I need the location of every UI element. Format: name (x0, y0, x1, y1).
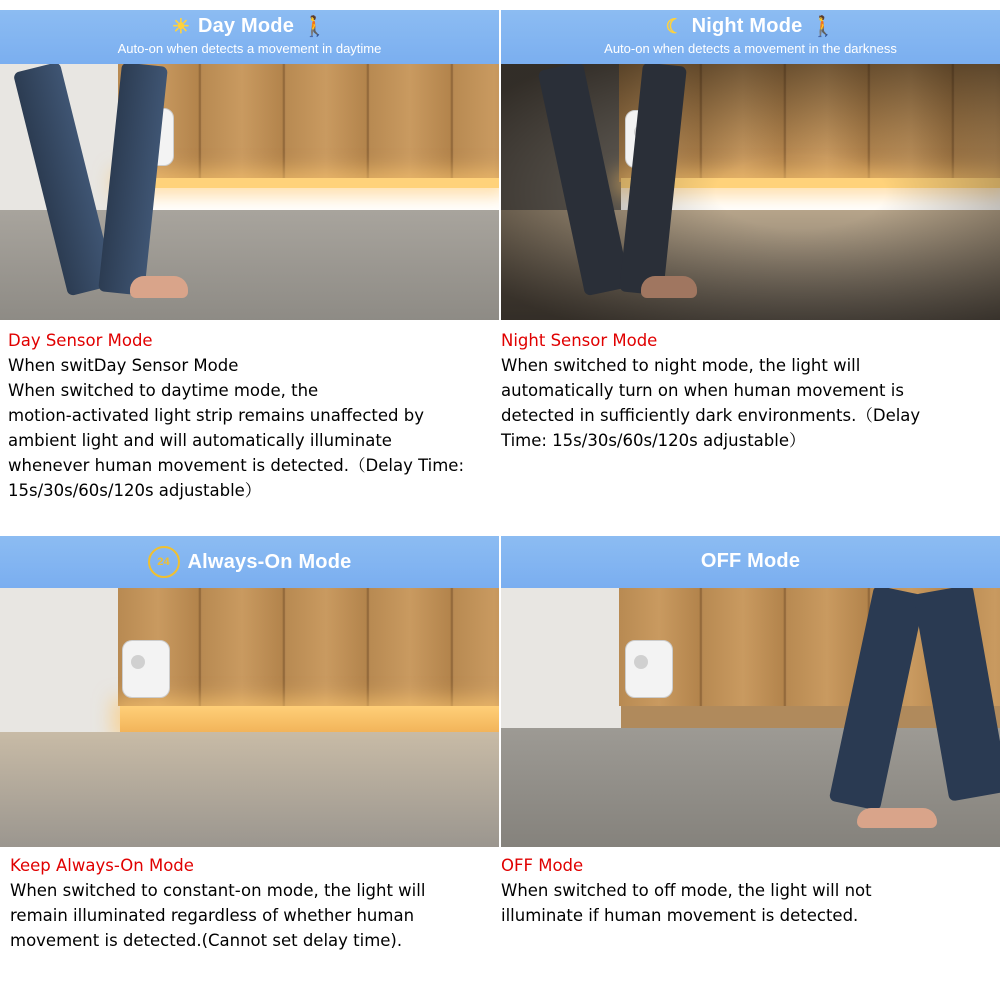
day-mode-subtitle: Auto-on when detects a movement in daytime (117, 41, 382, 56)
off-mode-title: OFF Mode (700, 550, 801, 572)
night-mode-subtitle: Auto-on when detects a movement in the darkness (604, 41, 897, 56)
walking-person-icon: 🚶 (810, 16, 836, 38)
sun-icon: ☀ (171, 16, 190, 38)
day-sensor-caption (8, 328, 496, 503)
off-mode-panel (501, 536, 1000, 847)
caption-line: movement is detected.(Cannot set delay time). (10, 931, 403, 950)
day-mode-banner (0, 10, 499, 66)
always-on-mode-panel (0, 536, 499, 847)
off-mode-scene (501, 588, 1000, 847)
off-mode-banner (501, 536, 1000, 588)
caption-line: ambient light and will automatically illuminate (8, 431, 392, 450)
night-mode-title: Night Mode (691, 15, 803, 37)
off-mode-caption (501, 853, 996, 928)
walking-person-icon: 🚶 (302, 16, 328, 38)
person-foot (857, 808, 937, 828)
caption-line: When switched to night mode, the light will (501, 356, 861, 375)
caption-heading: Night Sensor Mode (501, 331, 658, 350)
motion-sensor (122, 640, 170, 698)
always-on-caption (10, 853, 498, 953)
always-on-mode-scene (0, 588, 499, 847)
caption-heading: OFF Mode (501, 856, 584, 875)
caption-line: detected in sufficiently dark environments.（Delay (501, 406, 921, 425)
caption-line: When switched to constant-on mode, the light will (10, 881, 426, 900)
day-mode-title: Day Mode (197, 15, 295, 37)
caption-line: automatically turn on when human movement is (501, 381, 904, 400)
caption-line: When switched to off mode, the light will not (501, 881, 872, 900)
caption-line: whenever human movement is detected.（Delay Time: (8, 456, 465, 475)
caption-line: remain illuminated regardless of whether human (10, 906, 415, 925)
always-on-mode-banner (0, 536, 499, 588)
motion-sensor (625, 640, 673, 698)
moon-icon: ☾ (665, 16, 684, 38)
caption-line: illuminate if human movement is detected. (501, 906, 859, 925)
caption-line: motion-activated light strip remains unaffected by (8, 406, 424, 425)
day-mode-panel (0, 10, 499, 320)
person-foot (641, 276, 697, 298)
day-mode-scene (0, 64, 499, 320)
night-sensor-caption (501, 328, 996, 453)
caption-line: When switched to daytime mode, the (8, 381, 319, 400)
night-mode-panel (501, 10, 1000, 320)
always-on-mode-title: Always-On Mode (187, 550, 352, 573)
night-mode-scene (501, 64, 1000, 320)
night-mode-banner (501, 10, 1000, 66)
caption-heading: Day Sensor Mode (8, 331, 153, 350)
24-hour-icon: 24 (148, 546, 180, 578)
caption-line: When switDay Sensor Mode (8, 356, 239, 375)
caption-line: 15s/30s/60s/120s adjustable） (8, 481, 262, 500)
caption-line: Time: 15s/30s/60s/120s adjustable） (501, 431, 806, 450)
caption-heading: Keep Always-On Mode (10, 856, 194, 875)
person-foot (130, 276, 188, 298)
